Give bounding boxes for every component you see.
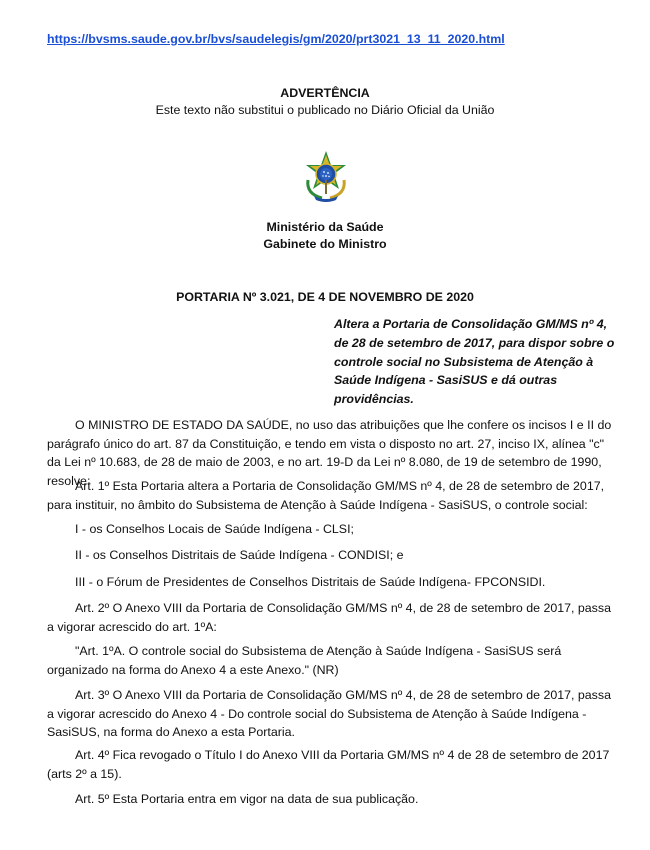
article-1: Art. 1º Esta Portaria altera a Portaria de Consolidação GM/MS nº 4, de 28 de setembro de 2017, para instituir, no âmbito do Subsistema de Atenção à Saúde Indígena - SasiSUS, o controle social: <box>47 479 605 512</box>
preamble-paragraph: O MINISTRO DE ESTADO DA SAÚDE, no uso das atribuições que lhe confere os incisos I e II do parágrafo único do art. 87 da Constituição, e tendo em vista o disposto no art. 27, inciso IX, alínea "c" da Lei nº 10.683, de 28 de maio de 2003, e no art. 19-D da Lei nº 8.080, de 19 de setembro de 1990, resolve: <box>47 418 612 488</box>
list-item-condisi: II - os Conselhos Distritais de Saúde Indígena - CONDISI; e <box>75 548 404 562</box>
list-item-clsi: I - os Conselhos Locais de Saúde Indígena - CLSI; <box>75 522 354 536</box>
office-name: Gabinete do Ministro <box>263 237 387 251</box>
article-2: Art. 2º O Anexo VIII da Portaria de Consolidação GM/MS nº 4, de 28 de setembro de 2017, passa a vigorar acrescido do art. 1ºA: <box>47 601 611 634</box>
article-5: Art. 5º Esta Portaria entra em vigor na data de sua publicação. <box>75 792 419 806</box>
warning-text: Este texto não substitui o publicado no Diário Oficial da União <box>155 103 495 117</box>
article-4: Art. 4º Fica revogado o Título I do Anexo VIII da Portaria GM/MS nº 4 de 28 de setembro de 2017 (arts 2º a 15). <box>47 748 610 781</box>
article-3: Art. 3º O Anexo VIII da Portaria de Consolidação GM/MS nº 4, de 28 de setembro de 2017, passa a vigorar acrescido do Anexo 4 - Do controle social do Subsistema de Atenção à Saúde Indígena - SasiSUS, na forma do Anexo a esta Portaria. <box>47 688 611 740</box>
ministry-name: Ministério da Saúde <box>266 220 384 234</box>
coat-of-arms-icon <box>302 150 350 202</box>
article-2-quote: "Art. 1ºA. O controle social do Subsistema de Atenção à Saúde Indígena - SasiSUS será organizado na forma do Anexo 4 a este Anexo." (NR) <box>47 644 562 677</box>
document-title: PORTARIA Nº 3.021, DE 4 DE NOVEMBRO DE 2020 <box>176 290 474 304</box>
warning-title: ADVERTÊNCIA <box>280 86 370 100</box>
list-item-fpconsidi: III - o Fórum de Presidentes de Conselhos Distritais de Saúde Indígena- FPCONSIDI. <box>75 575 546 589</box>
source-url-link[interactable]: https://bvsms.saude.gov.br/bvs/saudelegis/gm/2020/prt3021_13_11_2020.html <box>47 32 505 46</box>
document-summary: Altera a Portaria de Consolidação GM/MS nº 4, de 28 de setembro de 2017, para dispor sobre o controle social no Subsistema de Atenção à Saúde Indígena - SasiSUS e dá outras providências. <box>334 317 615 407</box>
